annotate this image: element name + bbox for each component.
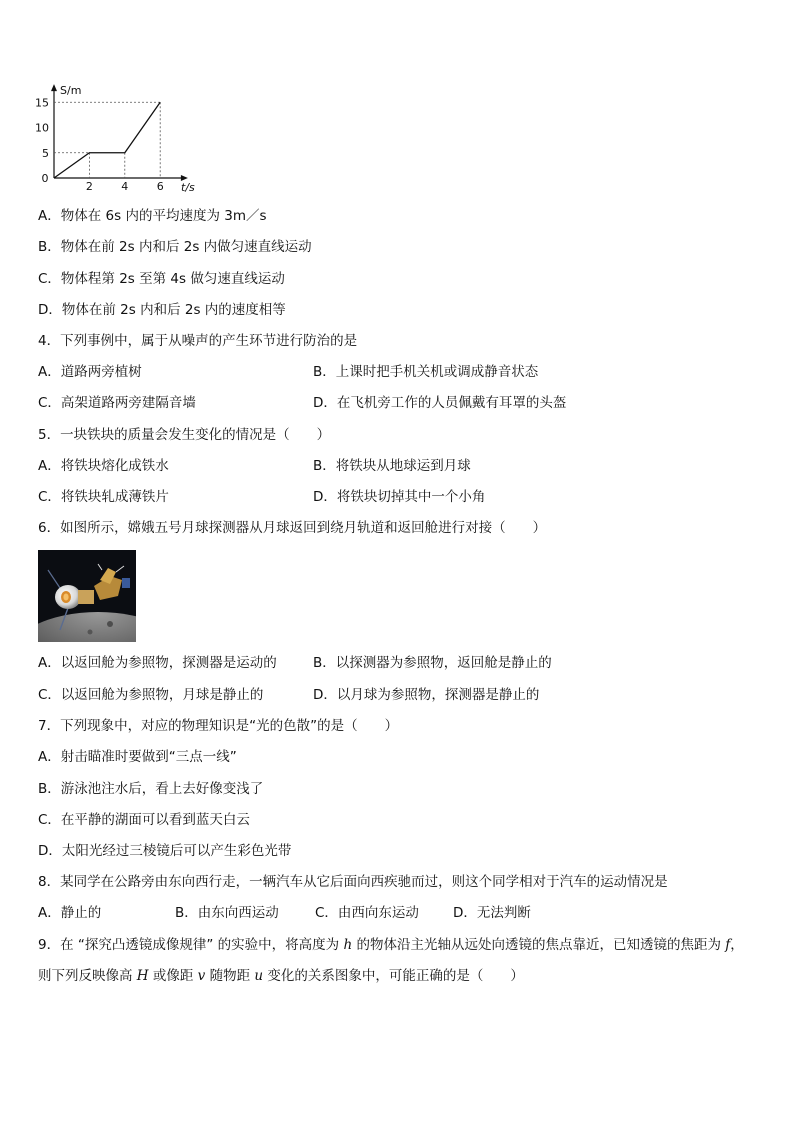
q3-option-c: C．物体程第 2s 至第 4s 做匀速直线运动: [38, 271, 285, 287]
q6-option-c: C．以返回舱为参照物，月球是静止的: [38, 687, 264, 703]
x-tick-label: 4: [121, 180, 129, 193]
q9-text-1a: 9．在 “探究凸透镜成像规律” 的实验中，将高度为: [38, 937, 344, 953]
q6-option-b: B．以探测器为参照物，返回舱是静止的: [313, 655, 552, 671]
q8-option-a: A．静止的: [38, 905, 102, 921]
q9-var-h: h: [343, 937, 353, 953]
q5-stem: 5．一块铁块的质量会发生变化的情况是（ ）: [38, 427, 331, 443]
q4-option-b: B．上课时把手机关机或调成静音状态: [313, 364, 539, 380]
series-line: [54, 102, 160, 178]
q9-var-H: H: [136, 968, 149, 984]
q9-var-f: f: [725, 937, 731, 953]
x-tick-label: 2: [85, 180, 93, 193]
q5-option-c: C．将铁块轧成薄铁片: [38, 489, 169, 505]
q4-option-a: A．道路两旁植树: [38, 364, 142, 380]
q7-stem: 7．下列现象中，对应的物理知识是“光的色散”的是（ ）: [38, 718, 399, 734]
q7-option-d: D．太阳光经过三棱镜后可以产生彩色光带: [38, 843, 292, 859]
q6-option-d: D．以月球为参照物，探测器是静止的: [313, 687, 540, 703]
x-axis-label: t/s: [181, 181, 195, 194]
q9-var-v: v: [197, 968, 206, 984]
q7-option-a: A．射击瞄准时要做到“三点一线”: [38, 749, 237, 765]
q9-text-2a: 则下列反映像高: [38, 968, 137, 984]
y-axis-arrow: [51, 84, 57, 91]
q5-option-d: D．将铁块切掉其中一个小角: [313, 489, 486, 505]
spacecraft-docking-photo: [38, 550, 136, 642]
y-tick-label: 10: [35, 121, 49, 135]
distance-time-graph: [30, 82, 210, 194]
q9-text-1c: ，: [730, 937, 744, 953]
q6-stem: 6．如图所示，嫦娥五号月球探测器从月球返回到绕月轨道和返回舱进行对接（ ）: [38, 520, 547, 536]
y-axis-label: S/m: [60, 84, 82, 97]
y-tick-label: 5: [42, 146, 49, 160]
q3-option-a: A．物体在 6s 内的平均速度为 3m／s: [38, 208, 267, 224]
q8-option-b: B．由东向西运动: [175, 905, 279, 921]
q3-option-d: D．物体在前 2s 内和后 2s 内的速度相等: [38, 302, 286, 318]
q8-stem: 8．某同学在公路旁由东向西行走，一辆汽车从它后面向西疾驰而过，则这个同学相对于汽车的运动情况是: [38, 874, 668, 890]
q3-option-b: B．物体在前 2s 内和后 2s 内做匀速直线运动: [38, 239, 312, 255]
q9-text-2c: 随物距: [205, 968, 255, 984]
x-tick-label: 6: [156, 180, 164, 193]
q9-text-2d: 变化的关系图象中，可能正确的是（ ）: [263, 968, 524, 984]
q9-stem-line1: [38, 936, 744, 954]
graph-plot: [35, 84, 195, 194]
q9-var-u: u: [254, 968, 264, 984]
q9-stem-line2: [38, 967, 524, 985]
q4-option-c: C．高架道路两旁建隔音墙: [38, 395, 196, 411]
q5-option-a: A．将铁块熔化成铁水: [38, 458, 169, 474]
q5-option-b: B．将铁块从地球运到月球: [313, 458, 471, 474]
q8-option-c: C．由西向东运动: [315, 905, 419, 921]
q6-option-a: A．以返回舱为参照物，探测器是运动的: [38, 655, 277, 671]
q9-text-1b: 的物体沿主光轴从远处向透镜的焦点靠近，已知透镜的焦距为: [352, 937, 726, 953]
q7-option-b: B．游泳池注水后，看上去好像变浅了: [38, 781, 264, 797]
q7-option-c: C．在平静的湖面可以看到蓝天白云: [38, 812, 250, 828]
q8-option-d: D．无法判断: [453, 905, 531, 921]
x-tick-label: 0: [41, 172, 49, 185]
q9-text-2b: 或像距: [148, 968, 198, 984]
q4-stem: 4．下列事例中，属于从噪声的产生环节进行防治的是: [38, 333, 358, 349]
q4-option-d: D．在飞机旁工作的人员佩戴有耳罩的头盔: [313, 395, 567, 411]
y-tick-label: 15: [35, 96, 49, 110]
